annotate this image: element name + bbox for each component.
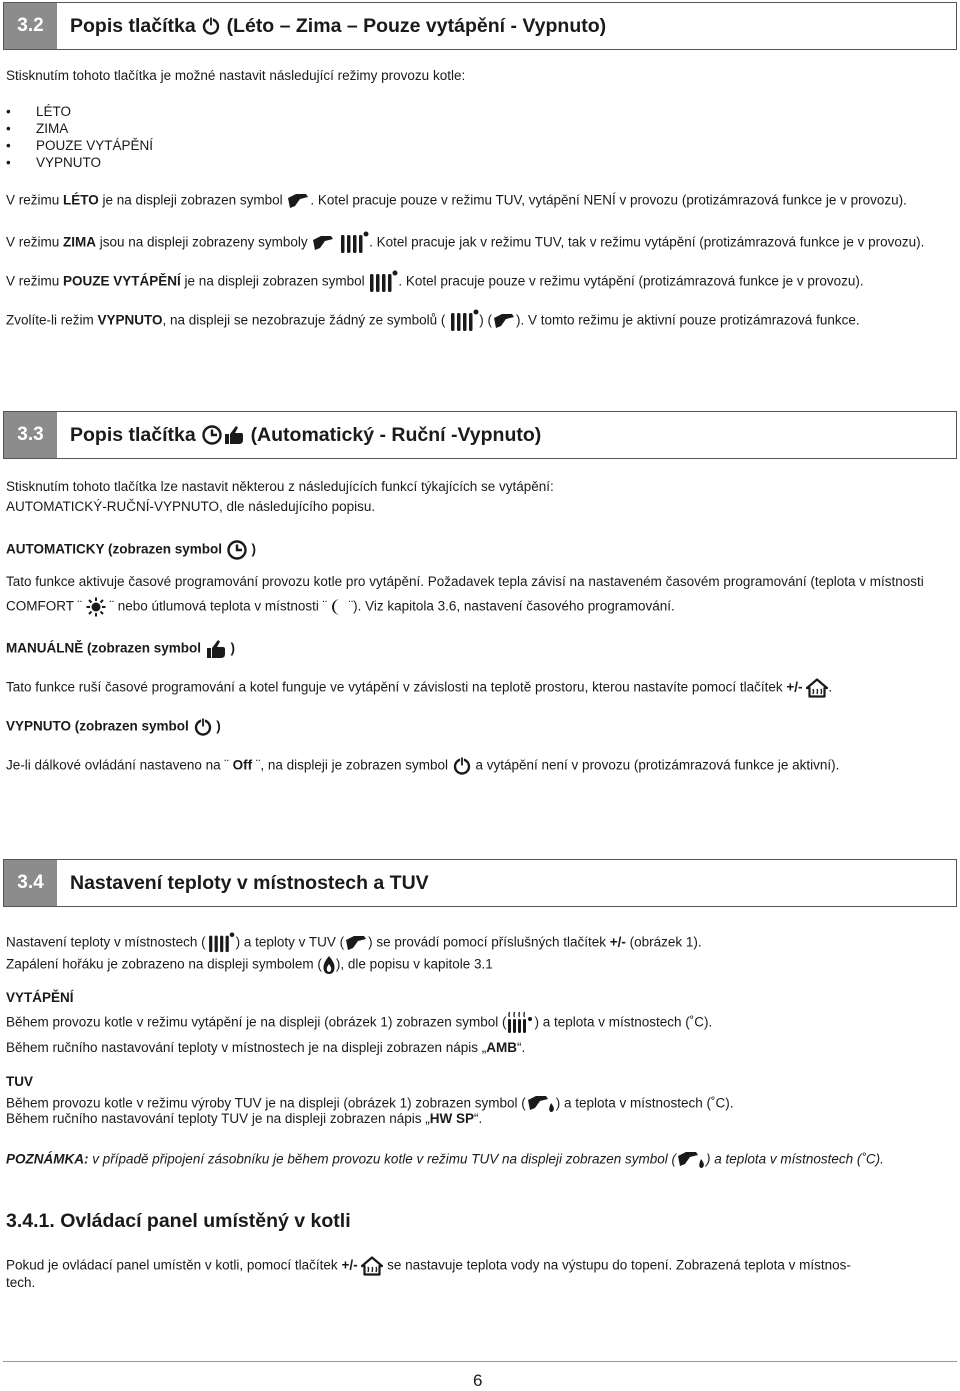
intro-text: Stisknutím tohoto tlačítka je možné nastavit následující režimy provozu kotle: <box>6 68 466 83</box>
auto-paragraph-2: COMFORT ¨ ¨ nebo útlumová teplota v místnosti ¨ ¨). Viz kapitola 3.6, nastavení časového programování. <box>6 597 675 617</box>
paragraph-pouze-vytapeni: V režimu POUZE VYTÁPĚNÍ je na displeji zobrazen symbol . Kotel pracuje pouze v režimu vytápění (protizámrazová funkce je v provozu). <box>6 270 864 294</box>
off-paragraph: Je-li dálkové ovládání nastaveno na ¨ Off ¨, na displeji je zobrazen symbol a vytápění není v provozu (protizámrazová funkce je aktivní). <box>6 756 839 776</box>
radiator-icon <box>339 231 369 255</box>
settings-line-1: Nastavení teploty v místnostech ( ) a teploty v TUV ( ) se provádí pomocí příslušných tlačítek +/- (obrázek 1). <box>6 932 702 954</box>
list-item: ZIMA <box>36 121 69 136</box>
house-icon <box>806 678 828 698</box>
sun-icon <box>86 597 106 617</box>
radiator-heat-icon <box>506 1011 534 1035</box>
list-item: POUZE VYTÁPĚNÍ <box>36 138 154 153</box>
section-3-2-header <box>3 2 957 50</box>
hand-icon <box>223 424 245 446</box>
auto-heading: AUTOMATICKY (zobrazen symbol ) <box>6 539 256 561</box>
tuv-line-2: Během ručního nastavování teploty TUV je na displeji zobrazen nápis „HW SP“. <box>6 1111 483 1126</box>
radiator-icon <box>368 270 398 294</box>
vytapeni-line-1: Během provozu kotle v režimu vytápění je na displeji (obrázek 1) zobrazen symbol ( ) a teplota v místnostech (˚C). <box>6 1011 712 1035</box>
clock-icon <box>226 539 248 561</box>
manual-heading: MANUÁLNĚ (zobrazen symbol ) <box>6 638 235 660</box>
tuv-line-1: Během provozu kotle v režimu výroby TUV je na displeji (obrázek 1) zobrazen symbol ( ) a teplota v místnostech (˚C). <box>6 1094 734 1114</box>
paragraph-zima: V režimu ZIMA jsou na displeji zobrazeny symboly . Kotel pracuje jak v režimu TUV, tak v režimu vytápění (protizámrazová funkce je v provozu). <box>6 231 924 255</box>
tap-icon <box>344 934 368 952</box>
auto-paragraph: Tato funkce aktivuje časové programování provozu kotle pro vytápění. Požadavek tepla závisí na nastaveném časovém programování (teplota v místnosti <box>6 574 924 589</box>
radiator-icon <box>449 309 479 333</box>
tap-drop-icon <box>676 1150 706 1170</box>
hand-icon <box>205 638 227 660</box>
radiator-icon <box>206 932 236 954</box>
settings-line-2: Zapálení hořáku je zobrazeno na displeji symbolem ( ), dle popisu v kapitole 3.1 <box>6 955 493 975</box>
panel-paragraph: Pokud je ovládací panel umístěn v kotli, pomocí tlačítek +/- se nastavuje teplota vody na výstupu do topení. Zobrazená teplota v místnos- <box>6 1256 851 1276</box>
vytapeni-heading: VYTÁPĚNÍ <box>6 990 74 1005</box>
section-3-4-header <box>3 859 957 907</box>
paragraph-leto: V režimu LÉTO je na displeji zobrazen symbol . Kotel pracuje pouze v režimu TUV, vytápění NENÍ v provozu (protizámrazová funkce je v provozu). <box>6 192 907 210</box>
note-paragraph: POZNÁMKA: v případě připojení zásobníku je během provozu kotle v režimu TUV na displeji zobrazen symbol ( ) a teplota v místnostech (˚C). <box>6 1150 884 1170</box>
house-icon <box>361 1256 383 1276</box>
section-number: 3.2 <box>4 3 57 49</box>
section-title: Nastavení teploty v místnostech a TUV <box>70 871 429 894</box>
footer-divider <box>3 1361 957 1362</box>
list-item: LÉTO <box>36 104 72 119</box>
section-number: 3.3 <box>4 412 57 458</box>
clock-icon <box>201 424 223 446</box>
power-icon <box>452 756 472 776</box>
tap-drop-icon <box>526 1094 556 1114</box>
section-title: Popis tlačítka (Automatický - Ruční -Vypnuto) <box>70 423 542 446</box>
section-number: 3.4 <box>4 860 57 906</box>
intro-text: AUTOMATICKÝ-RUČNÍ-VYPNUTO, dle následujícího popisu. <box>6 499 376 514</box>
section-3-3-header <box>3 411 957 459</box>
section-title: Popis tlačítka (Léto – Zima – Pouze vytápění - Vypnuto) <box>70 14 607 37</box>
subsection-title: 3.4.1. Ovládací panel umístěný v kotli <box>6 1210 351 1232</box>
power-icon <box>193 717 213 737</box>
manual-paragraph: Tato funkce ruší časové programování a kotel funguje ve vytápění v závislosti na teplotě prostoru, kterou nastavíte pomocí tlačítek +/- . <box>6 678 832 698</box>
intro-text: Stisknutím tohoto tlačítka lze nastavit některou z následujících funkcí týkajících se vytápění: <box>6 479 554 494</box>
panel-paragraph-2: tech. <box>6 1275 36 1290</box>
off-heading: VYPNUTO (zobrazen symbol ) <box>6 717 221 737</box>
vytapeni-line-2: Během ručního nastavování teploty v místnostech je na displeji zobrazen nápis „AMB“. <box>6 1040 526 1055</box>
paragraph-vypnuto: Zvolíte-li režim VYPNUTO, na displeji se nezobrazuje žádný ze symbolů ( ) ( ). V tomto režimu je aktivní pouze protizámrazová funkce. <box>6 309 860 333</box>
list-item: VYPNUTO <box>36 155 102 170</box>
tap-icon <box>492 312 516 330</box>
moon-icon <box>331 597 345 617</box>
tap-icon <box>286 192 310 210</box>
page-number: 6 <box>473 1371 483 1390</box>
tap-icon <box>311 234 335 252</box>
flame-icon <box>322 955 336 975</box>
power-icon <box>201 16 221 36</box>
tuv-heading: TUV <box>6 1074 33 1089</box>
